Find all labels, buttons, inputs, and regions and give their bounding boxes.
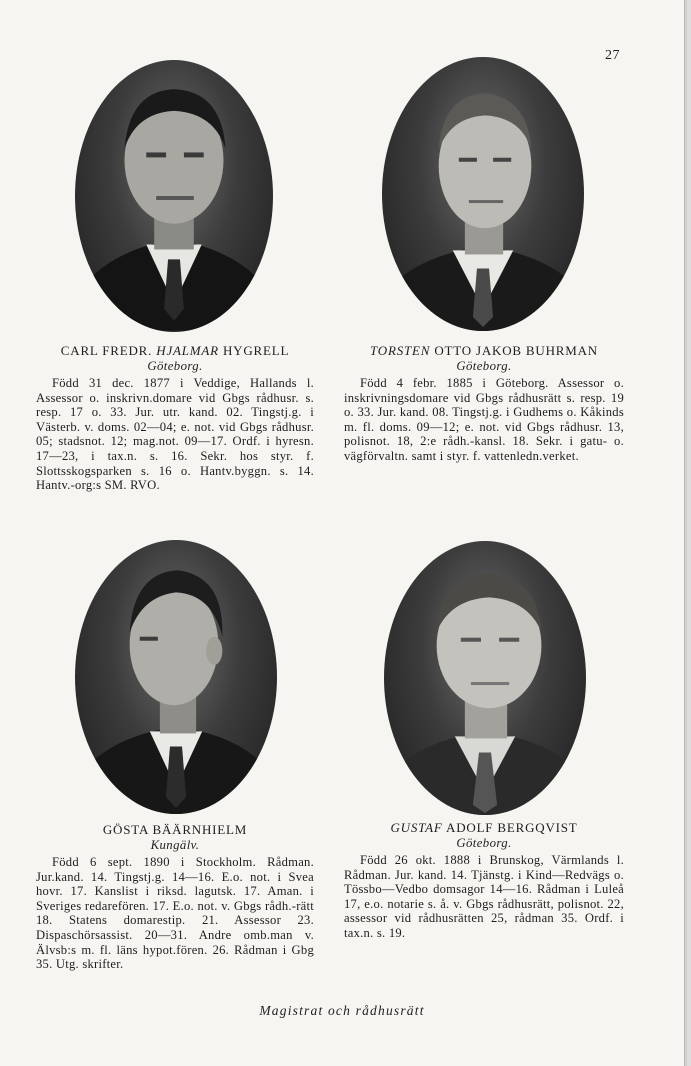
biography-entry-hygrell	[36, 343, 314, 493]
biography-entry-baarnhielm	[36, 822, 314, 972]
person-name	[36, 343, 314, 359]
person-name	[344, 820, 624, 836]
portrait-photo-buhrman	[382, 57, 584, 331]
name-emphasized-part: TORSTEN	[369, 343, 431, 358]
page-number: 27	[605, 48, 620, 63]
portrait-photo-baarnhielm	[75, 540, 277, 814]
portrait-photo-bergqvist	[384, 541, 586, 815]
person-name	[344, 343, 624, 359]
name-part: OTTO JAKOB BUHRMAN	[430, 343, 598, 358]
portrait-figure-icon	[384, 541, 586, 815]
name-part: GÖSTA BÄÄRNHIELM	[102, 822, 248, 837]
portrait-photo-hygrell	[75, 60, 273, 332]
biography-text: Född 6 sept. 1890 i Stockholm. Rådman. Jur.kand. 14. Tingstj.g. 14—16. E.o. not. i Svea hovr. 17. Kanslist i riksd. lagutsk. 17. Aman. i Sveriges redarefören. 17. E.o. not. v. Gbgs rådh.-rätt 18. Statens domarestip. 21. Assessor 23. Dispaschörsassist. 20—31. Andre omb.man v. Älvsb:s m. fl. läns hypot.fören. 26. Rådman i Gbg 35. Utg. skrifter.	[36, 855, 314, 972]
biography-text: Född 4 febr. 1885 i Göteborg. Assessor o. inskrivningsdomare vid Gbgs rådhusrätt s. resp. 19 o. 33. Jur. kand. 08. Tingstj.g. i Gudhems o. Kåkinds m. fl. doms. 09—12; e. not. vid Gbgs rådhusr. 13, polisnot. 18, 2:e rådh.-kansl. 18. Sekr. i gatu- o. vägförvaltn. samt i styr. f. vattenledn.verket.	[344, 376, 624, 463]
portrait-figure-icon	[382, 57, 584, 331]
biography-entry-buhrman	[344, 343, 624, 464]
page-footer-section-title: Magistrat och rådhusrätt	[259, 1003, 425, 1018]
portrait-figure-icon	[75, 540, 277, 814]
biography-entry-bergqvist	[344, 820, 624, 941]
biography-text: Född 26 okt. 1888 i Brunskog, Värmlands l. Rådman. Jur. kand. 14. Tjänstg. i Kind—Redvägs o. Tössbo—Vedbo domsagor 14—16. Rådman i Luleå 17, e.o. notarie s. å. v. Gbgs rådhusrätt, polisnot. 22, assessor vid rådhusrätten 25, rådman 35. Ordf. i tax.n. s. 19.	[344, 853, 624, 940]
person-name	[36, 822, 314, 838]
name-part: ADOLF BERGQVIST	[442, 820, 578, 835]
person-place: Göteborg.	[456, 836, 512, 850]
name-emphasized-part: HJALMAR	[156, 343, 219, 358]
person-place: Göteborg.	[456, 359, 512, 373]
person-place: Göteborg.	[147, 359, 203, 373]
name-part: CARL FREDR.	[60, 343, 157, 358]
biography-text: Född 31 dec. 1877 i Veddige, Hallands l. Assessor o. inskrivn.domare vid Gbgs rådhusr. s. resp. 17 o. 33. Jur. utr. kand. 02. Tingstj.g. i Västerb. v. doms. 02—04; e. not. vid Gbgs rådhusr. 05; stadsnot. 12; mag.not. 09—17. Ordf. i hyresn. 17—23, i tax.n. s. 16. Sekr. hos styr. f. Slottsskogsparken s. 16 o. Hantv.byggn. s. 14. Hantv.-org:s SM. RVO.	[36, 376, 314, 493]
name-part: HYGRELL	[218, 343, 290, 358]
portrait-figure-icon	[75, 60, 273, 332]
name-emphasized-part: GUSTAF	[390, 820, 443, 835]
person-place: Kungälv.	[150, 838, 200, 852]
